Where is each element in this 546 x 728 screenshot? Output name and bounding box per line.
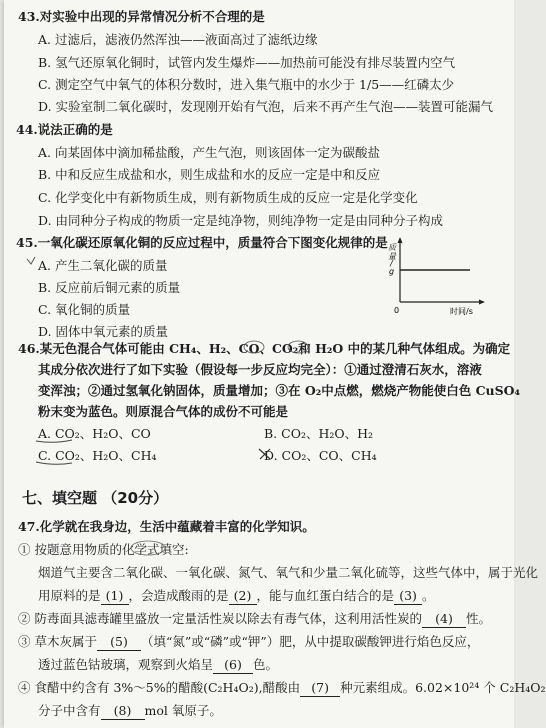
q47-text: 分子中含有 (38, 703, 101, 718)
q45-option-b: B. 反应前后铜元素的质量 (38, 280, 181, 295)
blank-6: (6) (213, 657, 253, 674)
x-axis-arrow (479, 300, 485, 305)
q47-text: 用原料的是 (38, 588, 101, 603)
q43-option-b: B. 氢气还原氧化铜时，试管内发生爆炸——加热前可能没有排尽装置内空气 (38, 55, 456, 70)
y-label-char-4: g (389, 267, 395, 276)
q44-option-a: A. 向某固体中滴加稀盐酸，产生气泡，则该固体一定为碳酸盐 (38, 145, 380, 160)
blank-4: (4) (422, 611, 466, 628)
y-label-char-3: / (390, 259, 393, 268)
q47-text: 。 (422, 588, 435, 603)
q47-sub1-line-2 (38, 588, 435, 605)
blank-1: (1) (101, 588, 129, 605)
q43-option-a: A. 过滤后，滤液仍然浑浊——液面高过了滤纸边缘 (38, 32, 318, 47)
q46-option-c: C. CO₂、H₂O、CH₄ (38, 448, 157, 463)
blank-7: (7) (300, 680, 340, 697)
q47-text: 种元素组成。6.02×10²⁴ 个 C₂H₄O₂ (340, 680, 546, 695)
q46-option-b: B. CO₂、H₂O、H₂ (264, 426, 374, 441)
y-axis-arrow (398, 237, 403, 243)
q44-option-c: C. 化学变化中有新物质生成，则有新物质生成的反应一定是化学变化 (38, 190, 418, 205)
x-label: 时间/s (450, 307, 473, 316)
q47-sub1-title: ① 按题意用物质的化学式填空: (18, 542, 189, 557)
q47-text: ④ 食醋中约含有 3%～5%的醋酸(C₂H₄O₂),醋酸由 (18, 680, 301, 695)
blank-3: (3) (394, 588, 422, 605)
q43-option-d: D. 实验室制二氧化碳时，发现刚开始有气泡，后来不再产生气泡——装置可能漏气 (38, 99, 494, 114)
q46-stem-line-2: 其成分依次进行了如下实验（假设每一步反应均完全）：①通过澄清石灰水，溶液 (38, 362, 482, 377)
q45-option-d: D. 固体中氧元素的质量 (38, 324, 169, 339)
q47-text: mol 氧原子。 (144, 703, 222, 718)
q47-sub3-line-1 (18, 634, 479, 651)
y-label-char-2: 量 (388, 252, 396, 261)
q47-stem: 47.化学就在我身边，生活中蕴藏着丰富的化学知识。 (18, 519, 315, 534)
q46-option-a: A. CO₂、H₂O、CO (38, 426, 151, 441)
q46-stem-line-1: 46.某无色混合气体可能由 CH₄、H₂、CO、CO₂和 H₂O 中的某几种气体组成。为确定 (18, 341, 511, 356)
section-title: 七、填空题 （20分） (22, 489, 169, 507)
q47-sub4-line-1 (18, 680, 546, 697)
q46-stem-line-4: 粉末变为蓝色。则原混合气体的成份不可能是 (38, 404, 289, 419)
blank-2: (2) (229, 588, 257, 605)
q47-text: ③ 草木灰属于 (18, 634, 97, 649)
q47-sub3-line-2 (38, 657, 278, 674)
q47-text: ，会造成酸雨的是 (128, 588, 229, 603)
q46-option-d: D. CO₂、CO、CH₄ (264, 448, 377, 463)
q47-text: ② 防毒面具滤毒罐里盛放一定量活性炭以除去有毒气体，这利用活性炭的 (18, 611, 422, 626)
q47-text: 透过蓝色钴玻璃，观察到火焰呈 (38, 657, 214, 672)
blank-5: (5) (97, 634, 141, 651)
mass-time-graph (386, 236, 486, 318)
pencil-tick-mark (26, 256, 36, 266)
y-label-char-1: 质 (388, 243, 396, 252)
q45-stem: 45.一氧化碳还原氧化铜的反应过程中，质量符合下图变化规律的是 (16, 235, 388, 250)
q47-text: 性。 (465, 611, 491, 626)
q44-stem: 44.说法正确的是 (16, 122, 113, 137)
q45-option-a: A. 产生二氧化碳的质量 (38, 258, 168, 273)
graph-origin-label: 0 (394, 306, 400, 315)
q47-text: 色。 (253, 657, 279, 672)
q44-option-d: D. 由同种分子构成的物质一定是纯净物，则纯净物一定是由同种分子构成 (38, 213, 444, 228)
q43-option-c: C. 测定空气中氧气的体积分数时，进入集气瓶中的水少于 1/5——红磷太少 (38, 77, 455, 92)
q47-sub4-line-2 (38, 703, 222, 720)
q43-stem: 43.对实验中出现的异常情况分析不合理的是 (18, 9, 265, 24)
exam-page (4, 0, 546, 728)
q46-stem-line-3: 变浑浊；②通过氢氧化钠固体，质量增加；③在 O₂中点燃，燃烧产物能使白色 CuSO₄ (38, 383, 520, 398)
q44-option-b: B. 中和反应生成盐和水，则生成盐和水的反应一定是中和反应 (38, 167, 381, 182)
q47-text: （填“氮”或“磷”或“钾”）肥，从中提取碳酸钾进行焰色反应， (140, 634, 480, 649)
q47-sub2 (18, 611, 491, 628)
q47-sub1-line-1: 烟道气主要含二氧化碳、一氧化碳、氮气、氧气和少量二氧化硫等，这些气体中，属于光化 (38, 565, 539, 580)
blank-8: (8) (101, 703, 145, 720)
q45-option-c: C. 氧化铜的质量 (38, 302, 131, 317)
q47-text: ，能与血红蛋白结合的是 (256, 588, 395, 603)
